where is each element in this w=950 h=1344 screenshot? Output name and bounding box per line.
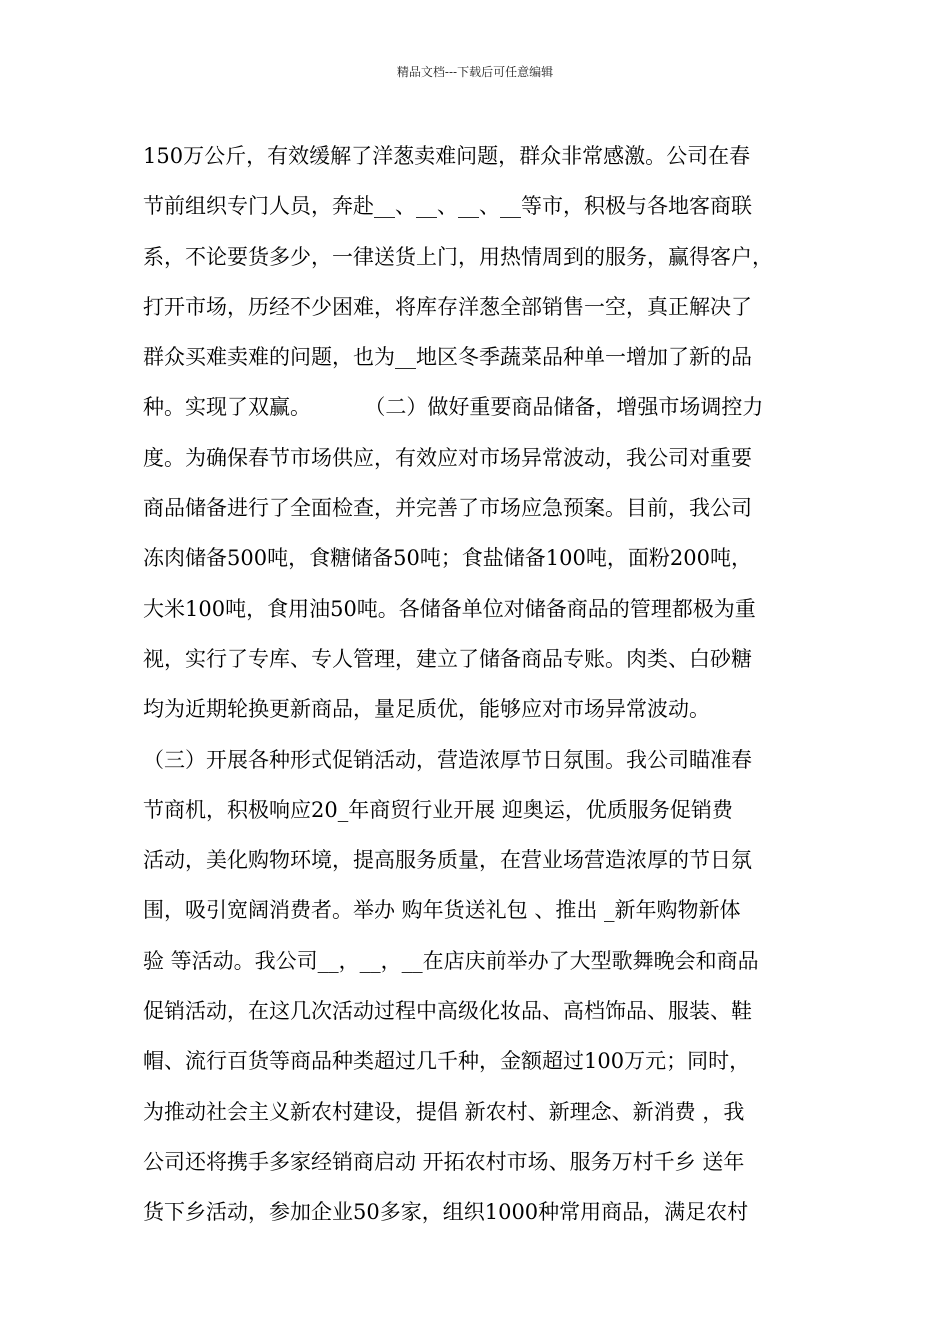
text-line: 冻肉储备500吨，食糖储备50吨；食盐储备100吨，面粉200吨， [143, 546, 752, 571]
text-line: 商品储备进行了全面检查，并完善了市场应急预案。目前，我公司 [143, 496, 752, 521]
text-line: （三）开展各种形式促销活动，营造浓厚节日氛围。我公司瞄准春 [143, 747, 752, 772]
text-line: 节商机，积极响应20_年商贸行业开展 迎奥运，优质服务促销费 [143, 797, 733, 822]
document-body [143, 131, 823, 1238]
text-line: 种。实现了双赢。 （二）做好重要商品储备，增强市场调控力 [143, 395, 764, 420]
text-line: 为推动社会主义新农村建设，提倡 新农村、新理念、新消费 ，我 [143, 1099, 745, 1124]
text-line: 150万公斤，有效缓解了洋葱卖难问题，群众非常感激。公司在春 [143, 144, 751, 168]
text-line: 活动，美化购物环境，提高服务质量，在营业场营造浓厚的节日氛 [143, 848, 752, 873]
text-line: 公司还将携手多家经销商启动 开拓农村市场、服务万村千乡 送年 [143, 1149, 745, 1174]
text-line: 群众买难卖难的问题，也为__地区冬季蔬菜品种单一增加了新的品 [143, 345, 752, 370]
text-line: 节前组织专门人员，奔赴__、__、__、__等市，积极与各地客商联 [143, 194, 752, 219]
page-header: 精品文档---下载后可任意编辑 [396, 65, 554, 79]
text-line: 围，吸引宽阔消费者。举办 购年货送礼包 、推出 _新年购物新体 [143, 898, 741, 923]
text-line: 促销活动，在这几次活动过程中高级化妆品、高档饰品、服装、鞋 [143, 999, 752, 1024]
text-line: 均为近期轮换更新商品，量足质优，能够应对市场异常波动。 [143, 697, 710, 722]
text-line: 度。为确保春节市场供应，有效应对市场异常波动，我公司对重要 [143, 445, 752, 470]
text-line: 视，实行了专库、专人管理，建立了储备商品专账。肉类、白砂糖 [143, 646, 752, 671]
text-line: 帽、流行百货等商品种类超过几千种，金额超过100万元；同时， [143, 1049, 751, 1074]
text-line: 系，不论要货多少，一律送货上门，用热情周到的服务，赢得客户， [143, 244, 773, 269]
text-line: 货下乡活动，参加企业50多家，组织1000种常用商品，满足农村 [143, 1200, 749, 1225]
text-line: 大米100吨，食用油50吨。各储备单位对储备商品的管理都极为重 [143, 596, 756, 621]
text-line: 验 等活动。我公司__，__，__在店庆前举办了大型歌舞晚会和商品 [143, 948, 759, 973]
text-line: 打开市场，历经不少困难，将库存洋葱全部销售一空，真正解决了 [143, 294, 752, 319]
